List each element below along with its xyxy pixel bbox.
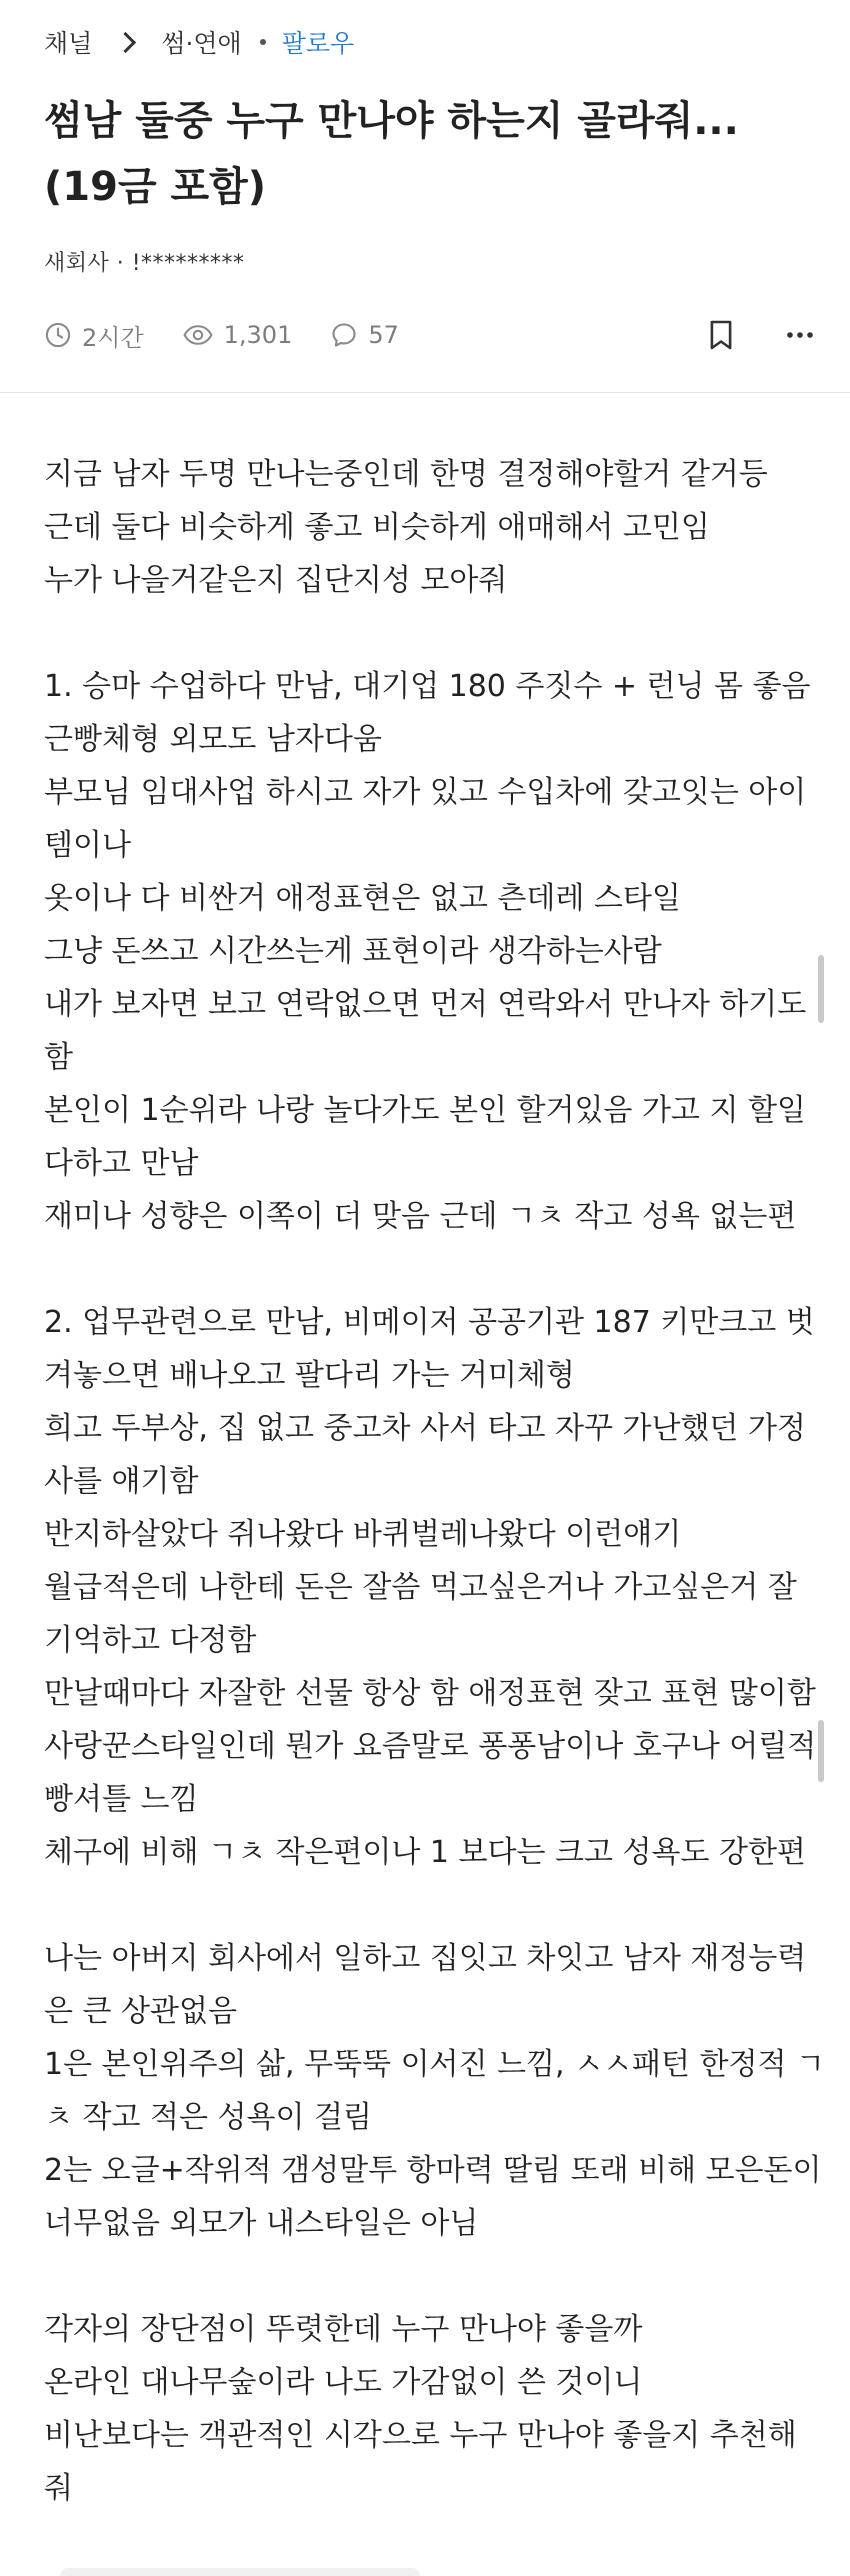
post-body-line: 줘: [44, 2471, 73, 2506]
post-views: [182, 321, 293, 349]
post-body-line: 옷이나 다 비싼거 애정표현은 없고 츤데레 스타일: [44, 881, 681, 916]
post-body-line: 은 큰 상관없음: [44, 1994, 237, 2029]
post-body-line: 만날때마다 자잘한 선물 항상 함 애정표현 잦고 표현 많이함: [44, 1676, 816, 1711]
separator-dot: [260, 39, 266, 45]
bookmark-icon: [708, 319, 734, 351]
comment-icon: [330, 321, 358, 349]
post-time-text: 2시간: [82, 323, 144, 352]
post-body-line: 각자의 장단점이 뚜렷한데 누구 만나야 좋을까: [44, 2312, 643, 2347]
bookmark-button[interactable]: [708, 319, 734, 351]
post-body-line: 본인이 1순위라 나랑 놀다가도 본인 할거있음 가고 지 할일: [44, 1093, 806, 1128]
breadcrumb-channel-link[interactable]: 채널: [44, 29, 93, 58]
chevron-right-icon: [115, 31, 136, 52]
post-body-line: 기억하고 다정함: [44, 1623, 257, 1658]
breadcrumb-board-link[interactable]: 썸·연애: [161, 29, 242, 58]
scrollbar-thumb[interactable]: [818, 955, 824, 1023]
more-button[interactable]: [786, 331, 814, 339]
post-body-line: 재미나 성향은 이쪽이 더 맞음 근데 ㄱㅊ 작고 성욕 없는편: [44, 1199, 797, 1234]
author-info[interactable]: 새회사 · !*********: [44, 251, 245, 276]
post-body-line: 내가 보자면 보고 연락없으면 먼저 연락와서 만나자 하기도: [44, 987, 807, 1022]
post-body-line: 2. 업무관련으로 만남, 비메이저 공공기관 187 키만크고 벗: [44, 1305, 815, 1340]
post-body-line: 템이나: [44, 828, 131, 863]
post-body-line: 사랑꾼스타일인데 뭔가 요즘말로 퐁퐁남이나 호구나 어릴적: [44, 1729, 817, 1764]
post-body-line: 빵셔틀 느낌: [44, 1782, 199, 1817]
scrollbar-thumb-secondary[interactable]: [818, 1720, 824, 1782]
blank-line: [44, 2250, 814, 2303]
eye-icon: [182, 321, 214, 349]
post-body-line: 반지하살았다 쥐나왔다 바퀴벌레나왔다 이런얘기: [44, 1517, 682, 1552]
post-body-line: 사를 얘기함: [44, 1464, 199, 1499]
follow-button[interactable]: 팔로우: [281, 29, 355, 58]
post-body-line: 그냥 돈쓰고 시간쓰는게 표현이라 생각하는사람: [44, 934, 662, 969]
post-body-line: 희고 두부상, 집 없고 중고차 사서 타고 자꾸 가난했던 가정: [44, 1411, 806, 1446]
post-body-line: 2는 오글+작위적 갬성말투 항마력 딸림 또래 비해 모은돈이: [44, 2153, 822, 2188]
blank-line: [44, 1879, 814, 1932]
post-body-line: 근데 둘다 비슷하게 좋고 비슷하게 애매해서 고민임: [44, 510, 710, 545]
post-body-line: 나는 아버지 회사에서 일하고 집잇고 차잇고 남자 재정능력: [44, 1941, 807, 1976]
post-body-line: 1은 본인위주의 삶, 무뚝뚝 이서진 느낌, ㅅㅅ패턴 한정적 ㄱ: [44, 2047, 825, 2082]
post-body-line: 너무없음 외모가 내스타일은 아님: [44, 2206, 479, 2241]
post-comments-count: 57: [368, 321, 399, 349]
post-body-line: 지금 남자 두명 만나는중인데 한명 결정해야할거 같거등: [44, 457, 768, 492]
post-body-line: 부모님 임대사업 하시고 자가 있고 수입차에 갖고잇는 아이: [44, 775, 807, 810]
post-body-line: 겨놓으면 배나오고 팔다리 가는 거미체형: [44, 1358, 575, 1393]
post-body-line: 체구에 비해 ㄱㅊ 작은편이나 1 보다는 크고 성욕도 강한편: [44, 1835, 806, 1870]
post-body-line: 근빵체형 외모도 남자다움: [44, 722, 382, 757]
post-title: 썸남 둘중 누구 만나야 하는지 골라줘... (19금 포함): [44, 98, 739, 210]
header-divider: [0, 392, 850, 393]
blank-line: [44, 1243, 814, 1296]
next-section-edge: [60, 2568, 420, 2576]
post-time: [44, 318, 144, 353]
more-icon: [786, 331, 814, 339]
post-body-line: 월급적은데 나한테 돈은 잘씀 먹고싶은거나 가고싶은거 잘: [44, 1570, 797, 1605]
post-body-line: 다하고 만남: [44, 1146, 199, 1181]
post-body-line: 함: [44, 1040, 73, 1075]
clock-icon: [44, 321, 72, 349]
blank-line: [44, 607, 814, 660]
post-actions: [708, 315, 814, 355]
post-comments[interactable]: [330, 321, 399, 349]
post-views-count: 1,301: [223, 321, 293, 349]
post-body-line: 1. 승마 수업하다 만남, 대기업 180 주짓수 + 런닝 몸 좋음: [44, 669, 811, 704]
post-body-line: 누가 나을거같은지 집단지성 모아줘: [44, 563, 508, 598]
post-body-line: ㅊ 작고 적은 성욕이 걸림: [44, 2100, 372, 2135]
post-body: [44, 448, 825, 2515]
post-body-line: 비난보다는 객관적인 시각으로 누구 만나야 좋을지 추천해: [44, 2418, 797, 2453]
post-meta: [44, 315, 814, 355]
breadcrumb: [44, 22, 354, 62]
post-body-line: 온라인 대나무숲이라 나도 가감없이 쓴 것이니: [44, 2365, 643, 2400]
